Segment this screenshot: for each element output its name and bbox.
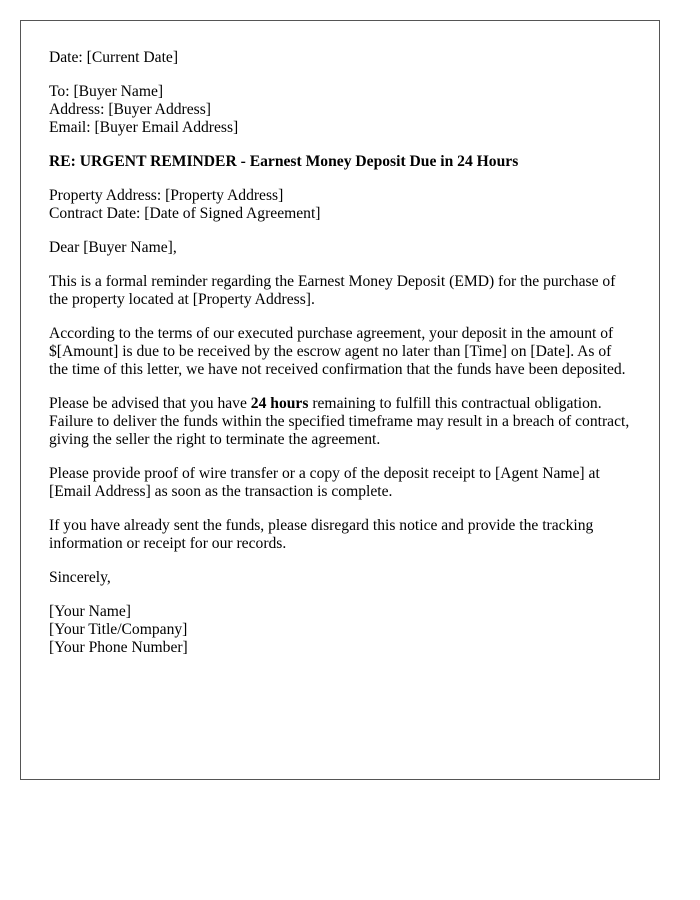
paragraph-3-tail-text: remaining to fulfill this contractual obligation. Failure to deliver the funds within the specified timeframe may result in a breach of contract, giving the seller the right to terminate the agreement. <box>49 395 630 448</box>
subject-line: RE: URGENT REMINDER - Earnest Money Deposit Due in 24 Hours <box>49 153 519 170</box>
recipient-email-line: Email: [Buyer Email Address] <box>49 119 239 136</box>
paragraph-3-lead-text: Please be advised that you have <box>49 395 251 412</box>
valediction: Sincerely, <box>49 569 111 586</box>
signature-block <box>49 603 631 657</box>
body-paragraph-4: Please provide proof of wire transfer or a copy of the deposit receipt to [Agent Name] at [Email Address] as soon as the transaction is complete. <box>49 465 600 500</box>
signer-phone-line: [Your Phone Number] <box>49 639 188 656</box>
signer-name-line: [Your Name] <box>49 603 132 620</box>
letter-document <box>20 20 660 780</box>
body-paragraph-2: According to the terms of our executed purchase agreement, your deposit in the amount of $[Amount] is due to be received by the escrow agent no later than [Time] on [Date]. As of the time of this letter, we have not received confirmation that the funds have been deposited. <box>49 325 626 378</box>
salutation: Dear [Buyer Name], <box>49 239 177 256</box>
recipient-block <box>49 83 631 137</box>
contract-date-line: Contract Date: [Date of Signed Agreement] <box>49 205 321 222</box>
date-line: Date: [Current Date] <box>49 49 179 66</box>
date-block <box>49 49 631 67</box>
property-address-line: Property Address: [Property Address] <box>49 187 284 204</box>
recipient-address-line: Address: [Buyer Address] <box>49 101 211 118</box>
recipient-to-line: To: [Buyer Name] <box>49 83 164 100</box>
body-paragraph-5: If you have already sent the funds, please disregard this notice and provide the tracking information or receipt for our records. <box>49 517 594 552</box>
signer-title-line: [Your Title/Company] <box>49 621 188 638</box>
body-paragraph-1: This is a formal reminder regarding the Earnest Money Deposit (EMD) for the purchase of the property located at [Property Address]. <box>49 273 616 308</box>
deadline-emphasis: 24 hours <box>250 395 309 412</box>
property-block <box>49 187 631 223</box>
body-paragraph-3 <box>49 395 631 449</box>
